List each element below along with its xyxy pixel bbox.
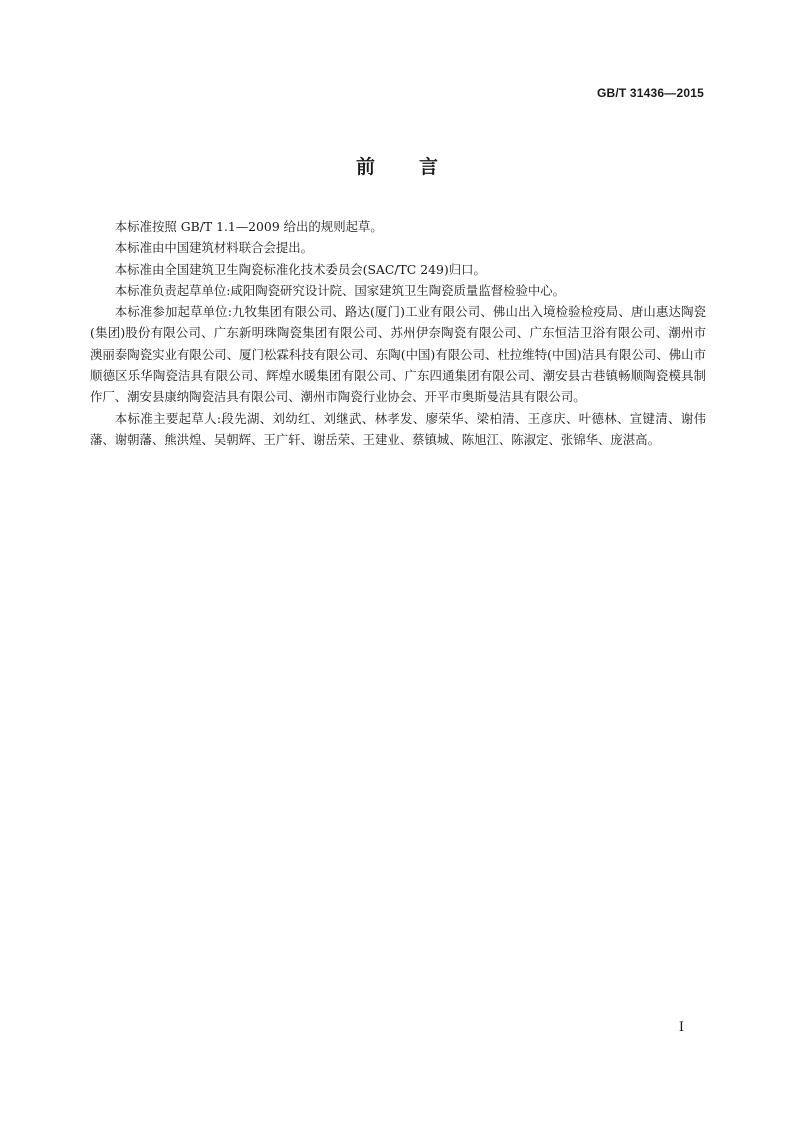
paragraph-participating-drafters: 本标准参加起草单位:九牧集团有限公司、路达(厦门)工业有限公司、佛山出入境检验检疫局、唐山惠达陶瓷(集团)股份有限公司、广东新明珠陶瓷集团有限公司、苏州伊奈陶瓷有限公司、广东恒洁卫浴有限公司、潮州市澳丽泰陶瓷实业有限公司、厦门松霖科技有限公司、东陶(中国)有限公司、杜拉维特(中国)洁具有限公司、佛山市顺德区乐华陶瓷洁具有限公司、辉煌水暖集团有限公司、广东四通集团有限公司、潮安县古巷镇畅顺陶瓷模具制作厂、潮安县康纳陶瓷洁具有限公司、潮州市陶瓷行业协会、开平市奥斯曼洁具有限公司。 [90,304,706,405]
paragraph-main-drafters: 本标准主要起草人:段先湖、刘幼红、刘继武、林孝发、廖荣华、梁柏清、王彦庆、叶德林、宣键清、谢伟藩、谢朝藩、熊洪煌、吴朝辉、王广轩、谢岳荣、王建业、蔡镇城、陈旭江、陈淑定、张锦华、庞湛高。 [90,410,706,447]
paragraph-proposer: 本标准由中国建筑材料联合会提出。 [114,240,314,256]
page-title: 前言 [355,156,482,178]
paragraph-drafting-rules: 本标准按照 GB/T 1.1—2009 给出的规则起草。 [114,219,383,234]
foreword-body [90,216,706,450]
page-number: I [678,1020,684,1035]
paragraph-responsible-drafters: 本标准负责起草单位:咸阳陶瓷研究设计院、国家建筑卫生陶瓷质量监督检验中心。 [114,282,566,298]
paragraph-administrator: 本标准由全国建筑卫生陶瓷标准化技术委员会(SAC/TC 249)归口。 [114,261,486,277]
standard-code: GB/T 31436—2015 [596,86,704,100]
